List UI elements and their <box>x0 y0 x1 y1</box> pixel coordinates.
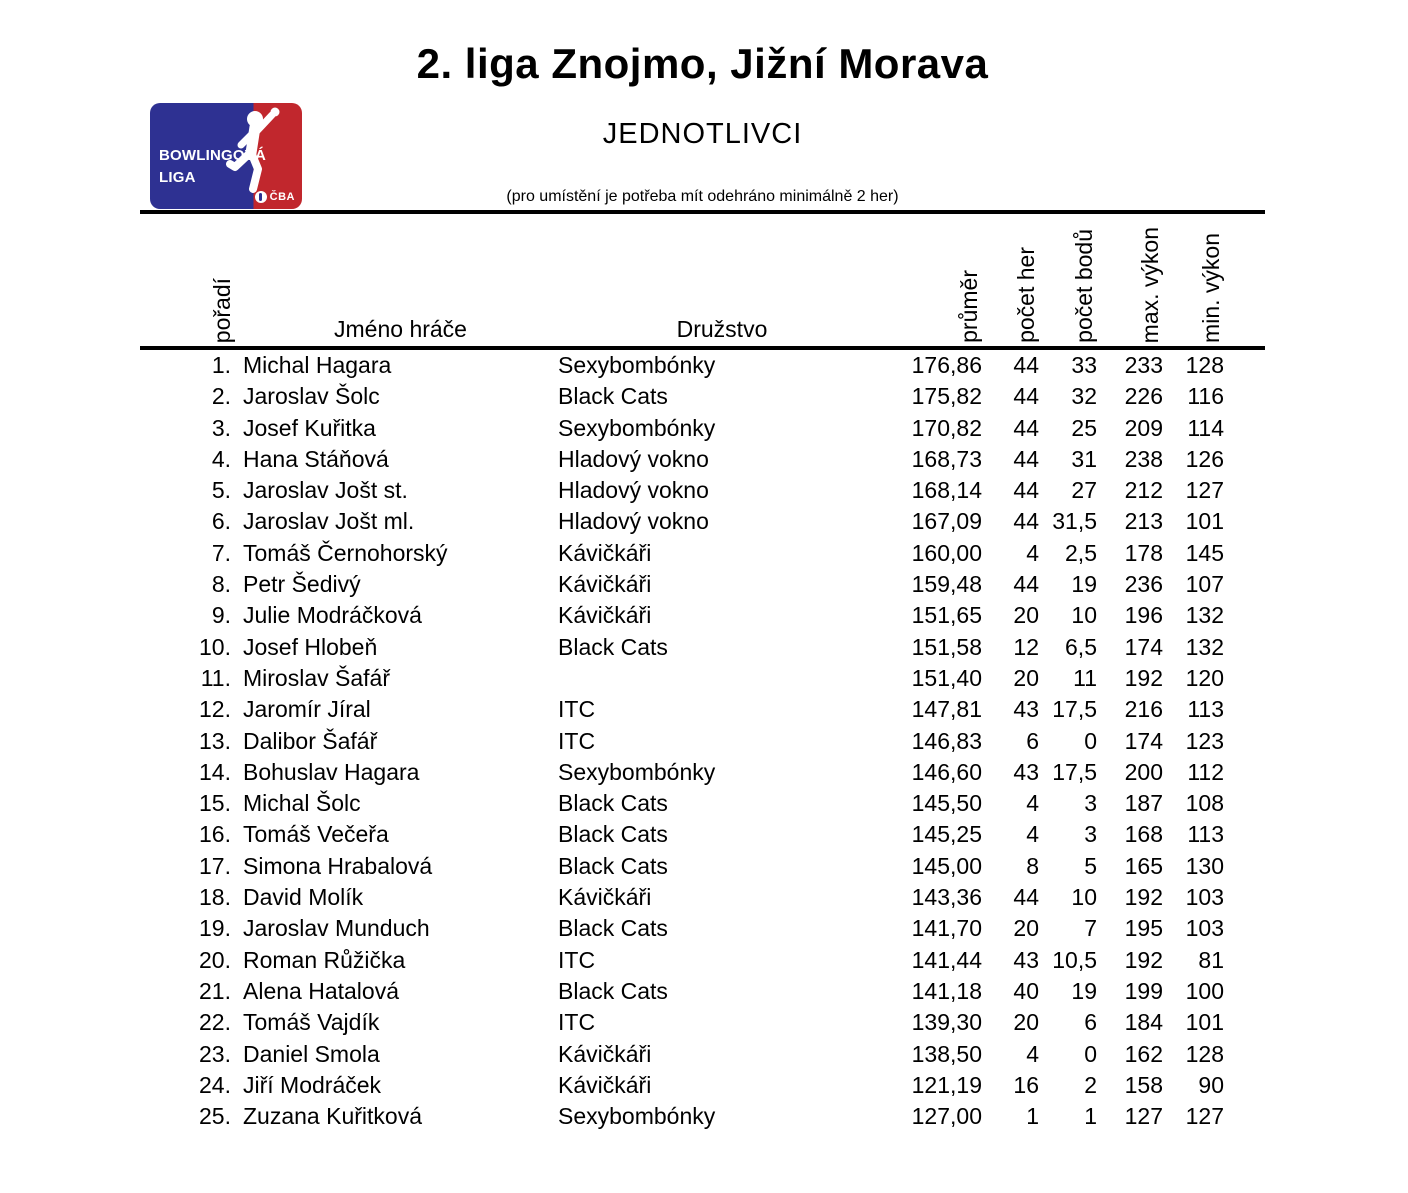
team-cell: ITC <box>558 696 596 723</box>
max-score-cell: 233 <box>1124 352 1163 378</box>
header-rank-label: pořadí <box>209 277 235 343</box>
max-score-cell: 187 <box>1124 790 1163 817</box>
min-score-cell: 107 <box>1185 571 1224 598</box>
max-score-cell: 209 <box>1124 414 1163 441</box>
average-cell: 170,82 <box>911 414 982 441</box>
points-count-cell: 19 <box>1071 977 1097 1004</box>
min-score-cell: 132 <box>1185 602 1224 629</box>
player-name-cell: Tomáš Večeřa <box>243 821 389 848</box>
table-row <box>140 538 1265 569</box>
points-count-cell: 17,5 <box>1052 696 1097 723</box>
team-cell: Kávičkáři <box>558 884 652 911</box>
table-row <box>140 913 1265 944</box>
rank-cell: 25. <box>199 1103 231 1130</box>
min-score-cell: 116 <box>1187 383 1224 410</box>
rank-cell: 2. <box>211 383 231 410</box>
max-score-cell: 162 <box>1124 1040 1163 1067</box>
games-count-cell: 20 <box>1013 664 1039 691</box>
max-score-cell: 127 <box>1124 1103 1163 1130</box>
points-count-cell: 31 <box>1071 445 1097 472</box>
points-count-cell: 0 <box>1084 1040 1097 1067</box>
average-cell: 143,36 <box>911 884 982 911</box>
points-count-cell: 11 <box>1073 664 1097 691</box>
table-row <box>140 1039 1265 1070</box>
table-header-row <box>140 214 1265 350</box>
games-count-cell: 44 <box>1013 508 1039 535</box>
rank-cell: 12. <box>199 696 231 723</box>
player-name-cell: Jaroslav Jošt st. <box>243 477 408 504</box>
table-row <box>140 350 1265 381</box>
points-count-cell: 2 <box>1084 1071 1097 1098</box>
max-score-cell: 165 <box>1124 852 1163 879</box>
min-score-cell: 103 <box>1185 915 1224 942</box>
min-score-cell: 145 <box>1185 539 1224 566</box>
rank-cell: 23. <box>199 1040 231 1067</box>
team-cell: Sexybombónky <box>558 758 716 785</box>
header-games-count <box>982 247 1039 346</box>
average-cell: 168,73 <box>911 445 982 472</box>
average-cell: 175,82 <box>911 383 982 410</box>
team-cell: Black Cats <box>558 821 668 848</box>
average-cell: 141,44 <box>911 946 982 973</box>
points-count-cell: 5 <box>1084 852 1097 879</box>
player-name-cell: Simona Hrabalová <box>243 852 433 879</box>
player-name-cell: Zuzana Kuřitková <box>243 1103 422 1130</box>
average-cell: 145,25 <box>911 821 982 848</box>
team-cell: Kávičkáři <box>558 602 652 629</box>
rank-cell: 9. <box>211 602 231 629</box>
rank-cell: 1. <box>211 352 231 378</box>
max-score-cell: 192 <box>1124 884 1163 911</box>
rank-cell: 10. <box>199 633 231 660</box>
table-body <box>140 350 1265 1132</box>
player-name-cell: Josef Kuřitka <box>243 414 376 441</box>
table-row <box>140 694 1265 725</box>
team-cell: Black Cats <box>558 977 668 1004</box>
points-count-cell: 25 <box>1071 414 1097 441</box>
average-cell: 146,83 <box>911 727 982 754</box>
points-count-cell: 33 <box>1071 352 1097 378</box>
header-max-score <box>1097 227 1163 346</box>
table-row <box>140 851 1265 882</box>
team-cell: Hladový vokno <box>558 508 709 535</box>
games-count-cell: 44 <box>1013 477 1039 504</box>
points-count-cell: 10 <box>1071 602 1097 629</box>
min-score-cell: 81 <box>1198 946 1224 973</box>
team-cell: Sexybombónky <box>558 1103 716 1130</box>
rank-cell: 16. <box>199 821 231 848</box>
min-score-cell: 127 <box>1185 477 1224 504</box>
min-score-cell: 113 <box>1187 696 1224 723</box>
cba-badge-label: ČBA <box>269 191 295 203</box>
team-cell: Kávičkáři <box>558 571 652 598</box>
player-name-cell: Jaromír Jíral <box>243 696 371 723</box>
min-score-cell: 126 <box>1185 445 1224 472</box>
player-name-cell: David Molík <box>243 884 364 911</box>
min-score-cell: 128 <box>1185 1040 1224 1067</box>
table-row <box>140 726 1265 757</box>
player-name-cell: Josef Hlobeň <box>243 633 378 660</box>
min-score-cell: 103 <box>1185 884 1224 911</box>
player-name-cell: Dalibor Šafář <box>243 727 378 754</box>
table-row <box>140 600 1265 631</box>
player-name-cell: Michal Hagara <box>243 352 392 378</box>
average-cell: 167,09 <box>911 508 982 535</box>
header-team: Družstvo <box>676 316 768 342</box>
min-score-cell: 113 <box>1187 821 1224 848</box>
points-count-cell: 7 <box>1084 915 1097 942</box>
player-name-cell: Jaroslav Šolc <box>243 383 380 410</box>
player-name-cell: Jiří Modráček <box>243 1071 382 1098</box>
games-count-cell: 44 <box>1013 414 1039 441</box>
points-count-cell: 31,5 <box>1052 508 1097 535</box>
table-row <box>140 381 1265 412</box>
rank-cell: 17. <box>199 852 231 879</box>
min-score-cell: 100 <box>1185 977 1224 1004</box>
rank-cell: 13. <box>199 727 231 754</box>
max-score-cell: 236 <box>1124 571 1163 598</box>
min-score-cell: 112 <box>1187 758 1224 785</box>
rank-cell: 7. <box>211 539 231 566</box>
table-row <box>140 1101 1265 1132</box>
average-cell: 145,50 <box>911 790 982 817</box>
team-cell <box>558 663 840 694</box>
max-score-cell: 168 <box>1124 821 1163 848</box>
average-cell: 141,18 <box>911 977 982 1004</box>
min-score-cell: 123 <box>1185 727 1224 754</box>
average-cell: 160,00 <box>911 539 982 566</box>
average-cell: 168,14 <box>911 477 982 504</box>
table-row <box>140 757 1265 788</box>
table-row <box>140 819 1265 850</box>
points-count-cell: 6,5 <box>1065 633 1097 660</box>
rank-cell: 20. <box>199 946 231 973</box>
table-row <box>140 1007 1265 1038</box>
player-name-cell: Miroslav Šafář <box>243 664 390 691</box>
header-games-count-label: počet her <box>1013 247 1039 343</box>
header-min-score <box>1163 233 1224 346</box>
table-row <box>140 976 1265 1007</box>
games-count-cell: 4 <box>1026 1040 1039 1067</box>
rank-cell: 8. <box>211 571 231 598</box>
max-score-cell: 212 <box>1124 477 1163 504</box>
games-count-cell: 44 <box>1013 884 1039 911</box>
rank-cell: 5. <box>211 477 231 504</box>
average-cell: 151,65 <box>911 602 982 629</box>
games-count-cell: 44 <box>1013 352 1039 378</box>
max-score-cell: 196 <box>1124 602 1163 629</box>
table-row <box>140 475 1265 506</box>
games-count-cell: 12 <box>1013 633 1039 660</box>
player-name-cell: Bohuslav Hagara <box>243 758 420 785</box>
points-count-cell: 6 <box>1084 1009 1097 1036</box>
rank-cell: 21. <box>199 977 231 1004</box>
games-count-cell: 20 <box>1013 602 1039 629</box>
games-count-cell: 8 <box>1026 852 1039 879</box>
player-name-cell: Hana Stáňová <box>243 445 389 472</box>
max-score-cell: 226 <box>1124 383 1163 410</box>
header-player-name: Jméno hráče <box>334 316 467 342</box>
max-score-cell: 184 <box>1124 1009 1163 1036</box>
games-count-cell: 43 <box>1013 758 1039 785</box>
team-cell: Black Cats <box>558 633 668 660</box>
table-row <box>140 945 1265 976</box>
min-score-cell: 128 <box>1185 352 1224 378</box>
average-cell: 139,30 <box>911 1009 982 1036</box>
points-count-cell: 3 <box>1084 821 1097 848</box>
points-count-cell: 10 <box>1071 884 1097 911</box>
header-points-count <box>1039 229 1097 346</box>
rank-cell: 22. <box>199 1009 231 1036</box>
team-cell: ITC <box>558 946 596 973</box>
player-name-cell: Petr Šedivý <box>243 571 361 598</box>
logo-line2: LIGA <box>159 169 196 186</box>
header-average-label: průměr <box>956 270 982 343</box>
player-name-cell: Roman Růžička <box>243 946 406 973</box>
team-cell: Sexybombónky <box>558 352 716 378</box>
games-count-cell: 16 <box>1013 1071 1039 1098</box>
standings-table <box>140 214 1265 1132</box>
rank-cell: 19. <box>199 915 231 942</box>
table-row <box>140 663 1265 694</box>
max-score-cell: 238 <box>1124 445 1163 472</box>
team-cell: Kávičkáři <box>558 1071 652 1098</box>
games-count-cell: 4 <box>1026 821 1039 848</box>
rank-cell: 18. <box>199 884 231 911</box>
average-cell: 151,40 <box>911 664 982 691</box>
min-score-cell: 114 <box>1187 414 1224 441</box>
rank-cell: 3. <box>211 414 231 441</box>
team-cell: ITC <box>558 1009 596 1036</box>
games-count-cell: 44 <box>1013 383 1039 410</box>
rank-cell: 6. <box>211 508 231 535</box>
average-cell: 127,00 <box>911 1103 982 1130</box>
points-count-cell: 0 <box>1084 727 1097 754</box>
max-score-cell: 199 <box>1124 977 1163 1004</box>
team-cell: Black Cats <box>558 915 668 942</box>
points-count-cell: 3 <box>1084 790 1097 817</box>
team-cell: Kávičkáři <box>558 1040 652 1067</box>
min-score-cell: 120 <box>1185 664 1224 691</box>
player-name-cell: Julie Modráčková <box>243 602 422 629</box>
min-score-cell: 127 <box>1185 1103 1224 1130</box>
games-count-cell: 1 <box>1026 1103 1039 1130</box>
player-name-cell: Alena Hatalová <box>243 977 399 1004</box>
games-count-cell: 20 <box>1013 915 1039 942</box>
min-score-cell: 130 <box>1185 852 1224 879</box>
average-cell: 141,70 <box>911 915 982 942</box>
points-count-cell: 10,5 <box>1052 946 1097 973</box>
points-count-cell: 27 <box>1071 477 1097 504</box>
min-score-cell: 108 <box>1185 790 1224 817</box>
header-min-score-label: min. výkon <box>1198 233 1224 343</box>
rank-cell: 4. <box>211 445 231 472</box>
average-cell: 151,58 <box>911 633 982 660</box>
rank-cell: 11. <box>200 664 231 691</box>
games-count-cell: 43 <box>1013 696 1039 723</box>
team-cell: Black Cats <box>558 790 668 817</box>
games-count-cell: 44 <box>1013 445 1039 472</box>
table-row <box>140 1070 1265 1101</box>
player-name-cell: Jaroslav Munduch <box>243 915 430 942</box>
max-score-cell: 213 <box>1124 508 1163 535</box>
table-row <box>140 569 1265 600</box>
max-score-cell: 195 <box>1124 915 1163 942</box>
average-cell: 121,19 <box>911 1071 982 1098</box>
average-cell: 176,86 <box>911 352 982 378</box>
team-cell: ITC <box>558 727 596 754</box>
team-cell: Hladový vokno <box>558 477 709 504</box>
games-count-cell: 4 <box>1026 539 1039 566</box>
games-count-cell: 43 <box>1013 946 1039 973</box>
points-count-cell: 1 <box>1084 1103 1097 1130</box>
max-score-cell: 158 <box>1124 1071 1163 1098</box>
min-score-cell: 90 <box>1198 1071 1224 1098</box>
min-score-cell: 132 <box>1185 633 1224 660</box>
table-row <box>140 882 1265 913</box>
average-cell: 146,60 <box>911 758 982 785</box>
games-count-cell: 4 <box>1026 790 1039 817</box>
average-cell: 159,48 <box>911 571 982 598</box>
games-count-cell: 20 <box>1013 1009 1039 1036</box>
average-cell: 147,81 <box>911 696 982 723</box>
rank-cell: 24. <box>199 1071 231 1098</box>
table-row <box>140 444 1265 475</box>
points-count-cell: 17,5 <box>1052 758 1097 785</box>
points-count-cell: 2,5 <box>1065 539 1097 566</box>
points-count-cell: 19 <box>1071 571 1097 598</box>
table-row <box>140 632 1265 663</box>
player-name-cell: Michal Šolc <box>243 790 361 817</box>
header-rank <box>140 278 243 346</box>
table-row <box>140 788 1265 819</box>
page-title: 2. liga Znojmo, Jižní Morava <box>416 40 989 87</box>
average-cell: 145,00 <box>911 852 982 879</box>
team-cell: Kávičkáři <box>558 539 652 566</box>
rank-cell: 14. <box>199 758 231 785</box>
player-name-cell: Daniel Smola <box>243 1040 380 1067</box>
games-count-cell: 44 <box>1013 571 1039 598</box>
average-cell: 138,50 <box>911 1040 982 1067</box>
max-score-cell: 192 <box>1124 664 1163 691</box>
page-subtitle: JEDNOTLIVCI <box>602 118 803 150</box>
max-score-cell: 200 <box>1124 758 1163 785</box>
min-score-cell: 101 <box>1185 508 1224 535</box>
games-count-cell: 40 <box>1013 977 1039 1004</box>
max-score-cell: 174 <box>1124 727 1163 754</box>
max-score-cell: 192 <box>1124 946 1163 973</box>
header-max-score-label: max. výkon <box>1137 226 1163 343</box>
logo-line1: BOWLINGOVÁ <box>159 147 266 164</box>
rank-cell: 15. <box>199 790 231 817</box>
qualification-note: (pro umístění je potřeba mít odehráno minimálně 2 her) <box>506 188 899 205</box>
table-row <box>140 413 1265 444</box>
max-score-cell: 174 <box>1124 633 1163 660</box>
min-score-cell: 101 <box>1185 1009 1224 1036</box>
team-cell: Hladový vokno <box>558 445 709 472</box>
max-score-cell: 178 <box>1124 539 1163 566</box>
player-name-cell: Tomáš Černohorský <box>243 539 448 566</box>
header-points-count-label: počet bodů <box>1071 229 1097 343</box>
team-cell: Black Cats <box>558 383 668 410</box>
games-count-cell: 6 <box>1026 727 1039 754</box>
team-cell: Sexybombónky <box>558 414 716 441</box>
points-count-cell: 32 <box>1071 383 1097 410</box>
max-score-cell: 216 <box>1124 696 1163 723</box>
player-name-cell: Tomáš Vajdík <box>243 1009 380 1036</box>
player-name-cell: Jaroslav Jošt ml. <box>243 508 415 535</box>
team-cell: Black Cats <box>558 852 668 879</box>
table-row <box>140 506 1265 537</box>
